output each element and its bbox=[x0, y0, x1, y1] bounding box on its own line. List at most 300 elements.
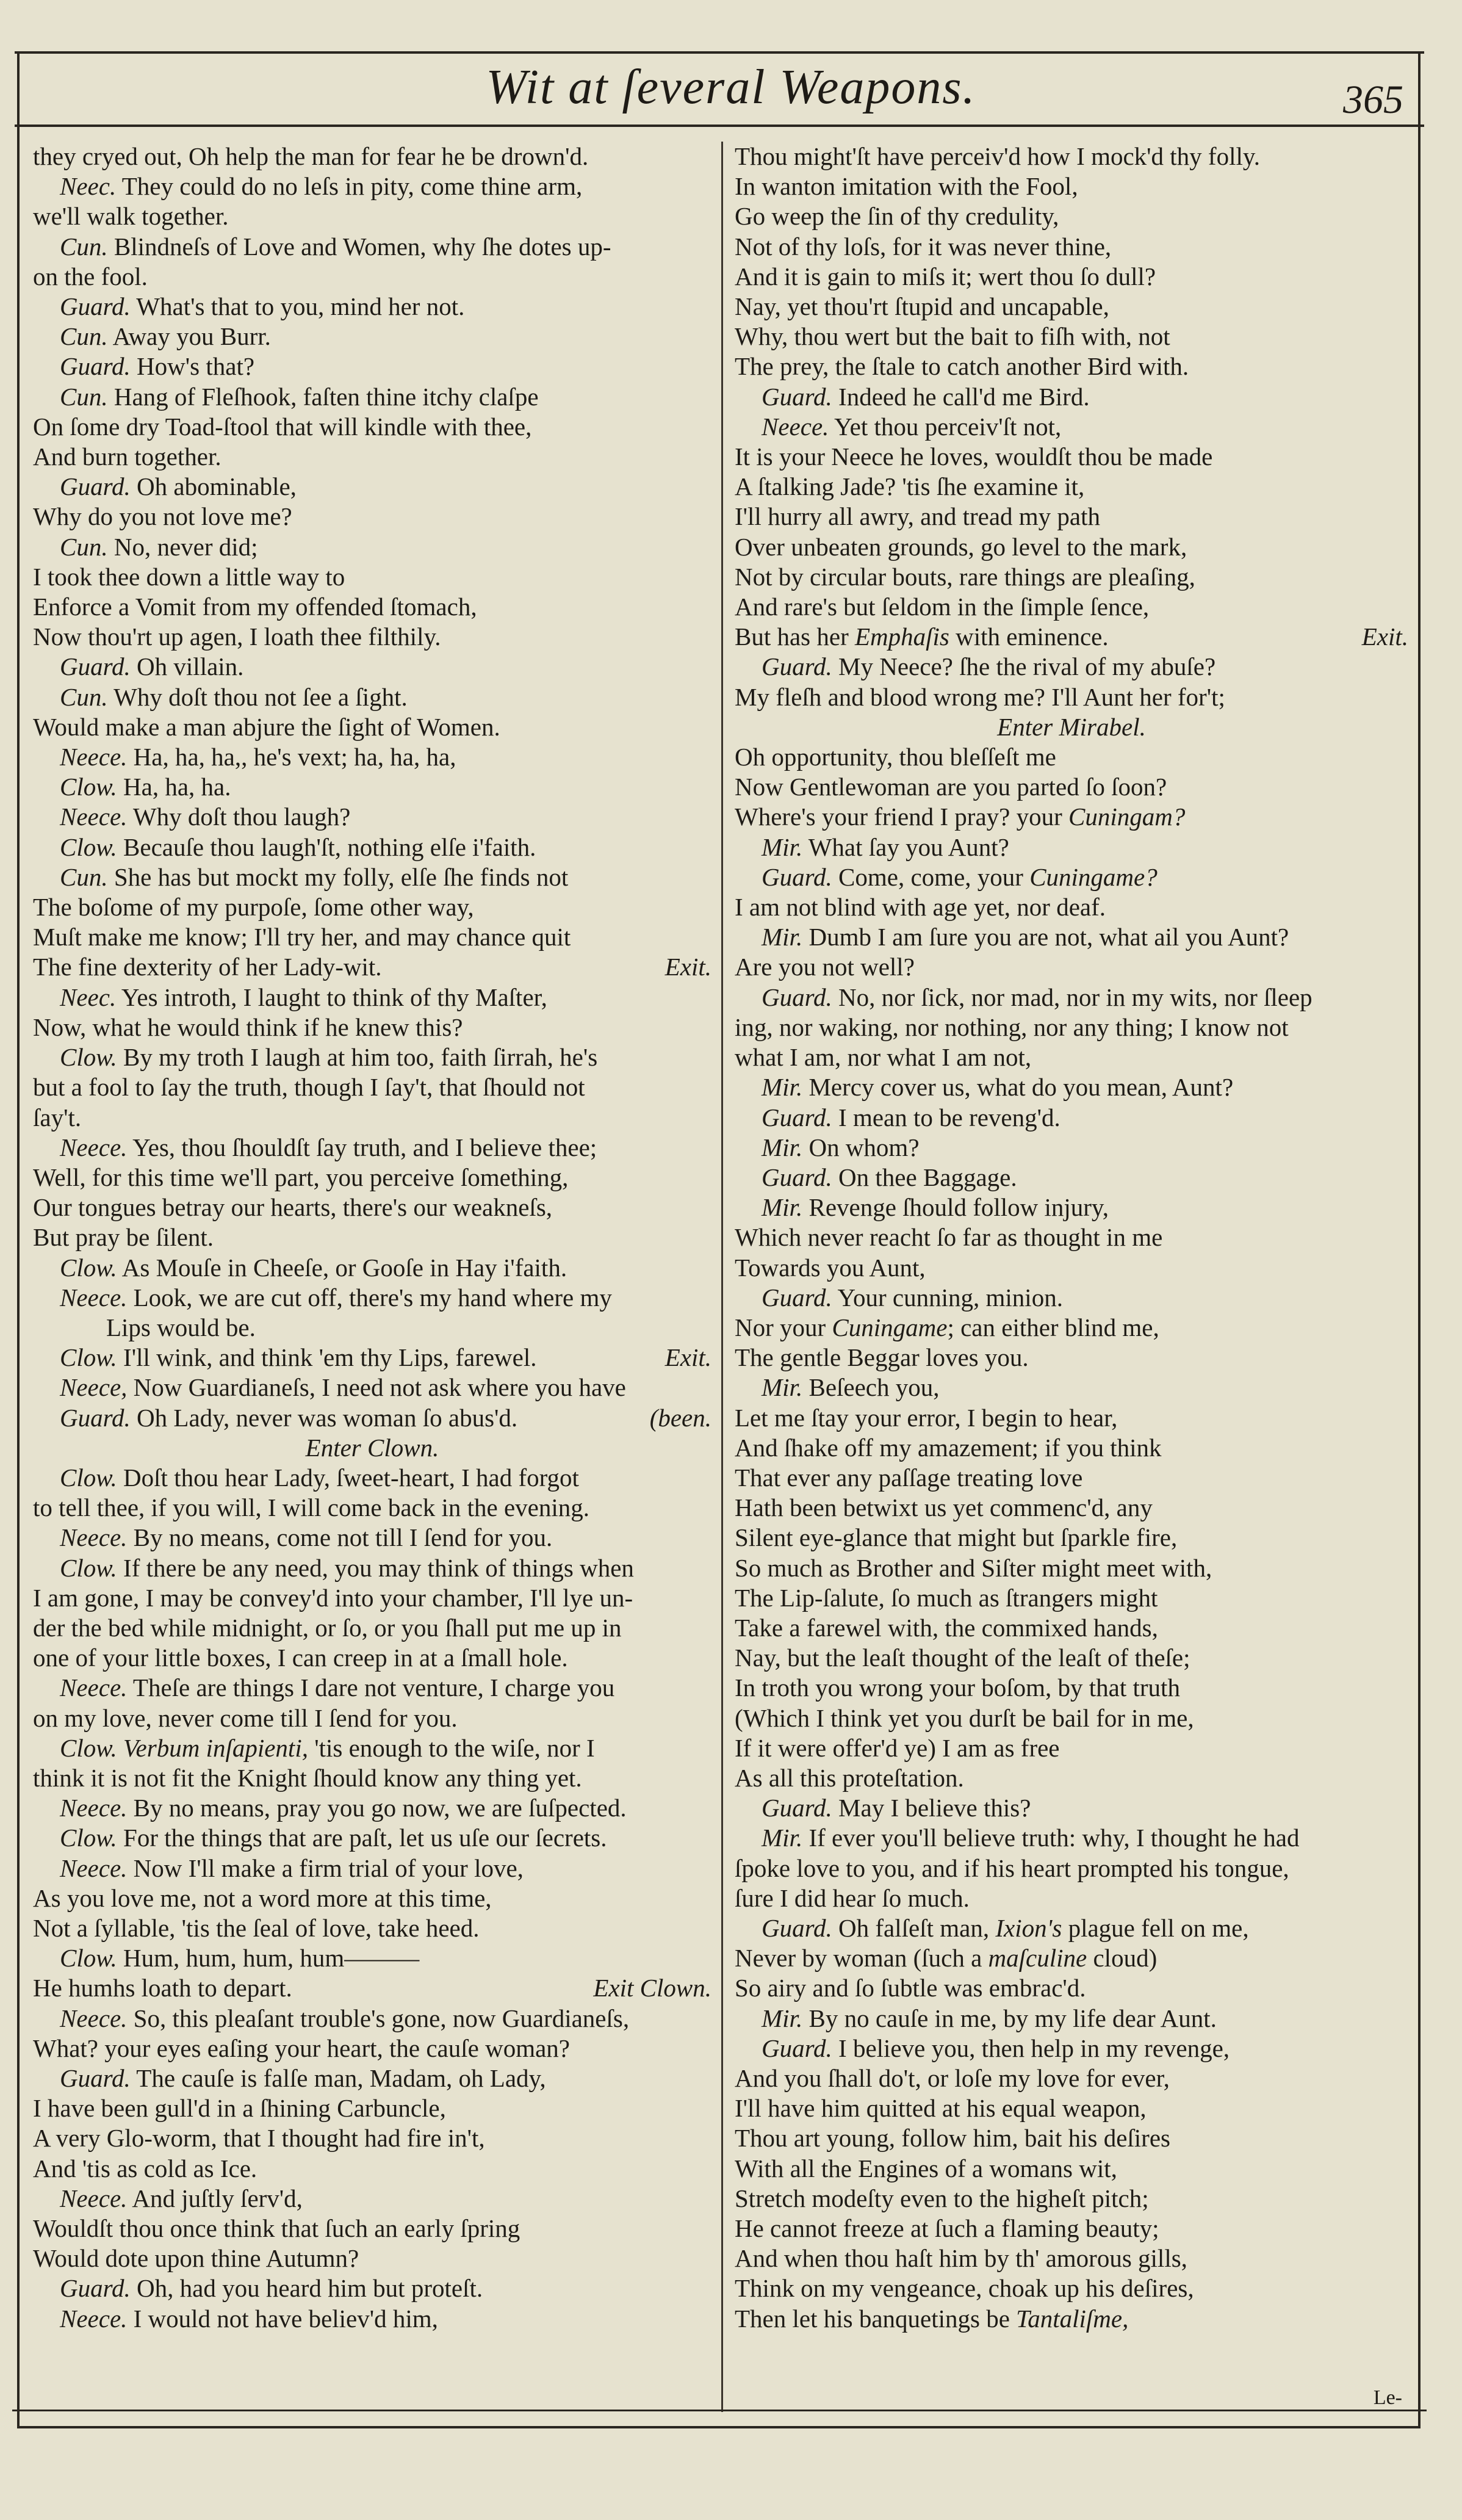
speech-text: Your cunning, minion. bbox=[832, 1283, 1063, 1312]
text-line bbox=[735, 1433, 1408, 1463]
speech-text: As you love me, not a word more at this time, bbox=[33, 1883, 492, 1912]
text-line bbox=[735, 1222, 1408, 1252]
text-line bbox=[33, 832, 711, 862]
speech-text: Let me ſtay your error, I begin to hear, bbox=[735, 1403, 1118, 1432]
speaker-name: Guard. bbox=[762, 1283, 832, 1312]
speech-text: Would dote upon thine Autumn? bbox=[33, 2244, 359, 2273]
text-line bbox=[33, 952, 711, 982]
speech-text: Nay, but the leaſt thought of the leaſt of theſe; bbox=[735, 1644, 1190, 1672]
speech-text: Silent eye-glance that might but ſparkle fire, bbox=[735, 1523, 1178, 1552]
text-line bbox=[33, 2244, 711, 2273]
text-line bbox=[33, 652, 711, 682]
text-line bbox=[33, 382, 711, 412]
speaker-name: Neece. bbox=[60, 803, 128, 831]
speech-text: Ha, ha, ha,, he's vext; ha, ha, ha, bbox=[127, 743, 456, 771]
speech-text: My Neece? ſhe the rival of my abuſe? bbox=[832, 652, 1216, 681]
speech-text: Would make a man abjure the ſight of Women. bbox=[33, 712, 500, 741]
text-line bbox=[735, 2304, 1408, 2334]
text-line bbox=[735, 1403, 1408, 1433]
text-line bbox=[735, 1163, 1408, 1193]
text-line bbox=[735, 1523, 1408, 1553]
text-line bbox=[33, 2184, 711, 2214]
text-line bbox=[33, 1523, 711, 1553]
speech-text: If it were offer'd ye) I am as free bbox=[735, 1733, 1060, 1762]
speaker-name: Cun. bbox=[60, 862, 108, 891]
text-line bbox=[33, 502, 711, 532]
text-line bbox=[33, 1013, 711, 1042]
speech-text: On thee Baggage. bbox=[832, 1163, 1017, 1191]
speech-text: And juſtly ſerv'd, bbox=[127, 2184, 303, 2212]
text-line bbox=[33, 592, 711, 622]
speech-text: By no means, come not till I ſend for you. bbox=[127, 1523, 553, 1552]
speaker-name: Cun. bbox=[60, 322, 108, 351]
speech-text: I have been gull'd in a ſhining Carbuncle, bbox=[33, 2094, 446, 2123]
text-line bbox=[33, 1253, 711, 1283]
text-line bbox=[33, 2034, 711, 2063]
speech-text: they cryed out, Oh help the man for fear he be drown'd. bbox=[33, 142, 589, 170]
speech-text: Then let his banquetings be Tantaliſme, bbox=[735, 2304, 1129, 2333]
column-divider bbox=[721, 142, 723, 2412]
text-line bbox=[735, 1643, 1408, 1673]
text-line bbox=[33, 1973, 711, 2003]
text-line bbox=[735, 862, 1408, 892]
speaker-name: Cun. bbox=[60, 532, 108, 561]
text-line bbox=[33, 1133, 711, 1163]
text-line bbox=[735, 1253, 1408, 1283]
speech-text: And burn together. bbox=[33, 442, 221, 471]
speech-text: Mercy cover us, what do you mean, Aunt? bbox=[802, 1073, 1234, 1102]
speaker-name: Clow. bbox=[60, 1733, 117, 1762]
text-line bbox=[33, 2063, 711, 2093]
speech-text: Hath been betwixt us yet commenc'd, any bbox=[735, 1493, 1153, 1522]
speech-text: The Lip-ſalute, ſo much as ſtrangers might bbox=[735, 1583, 1158, 1612]
speech-text: For the things that are paſt, let us uſe our ſecrets. bbox=[117, 1824, 607, 1852]
speech-text: I took thee down a little way to bbox=[33, 562, 345, 591]
speech-text: My fleſh and blood wrong me? I'll Aunt her for't; bbox=[735, 682, 1225, 711]
speech-text: Take a farewel with, the commixed hands, bbox=[735, 1613, 1158, 1642]
text-line bbox=[33, 142, 711, 171]
text-line bbox=[735, 1883, 1408, 1913]
speech-text: Our tongues betray our hearts, there's our weakneſs, bbox=[33, 1193, 553, 1222]
speech-text: Beſeech you, bbox=[802, 1373, 940, 1402]
speech-text: So, this pleaſant trouble's gone, now Guardianeſs, bbox=[127, 2004, 630, 2032]
text-line bbox=[735, 592, 1408, 622]
speech-text: Oh villain. bbox=[130, 652, 244, 681]
exit-direction: Exit Clown. bbox=[593, 1974, 711, 2002]
speech-text: Now, what he would think if he knew this? bbox=[33, 1013, 463, 1041]
speaker-name: Neece. bbox=[60, 2304, 128, 2333]
speaker-name: Guard. bbox=[60, 292, 131, 321]
speaker-name: Guard. bbox=[762, 1103, 832, 1132]
speech-text: Where's your friend I pray? your Cuningam? bbox=[735, 803, 1186, 831]
speaker-name: Guard. bbox=[762, 652, 832, 681]
text-line bbox=[735, 1103, 1408, 1133]
speech-text: So much as Brother and Siſter might meet with, bbox=[735, 1553, 1212, 1582]
speech-text: we'll walk together. bbox=[33, 202, 229, 231]
text-line bbox=[735, 2123, 1408, 2153]
speech-text: In wanton imitation with the Fool, bbox=[735, 172, 1078, 201]
text-line bbox=[735, 382, 1408, 412]
speech-text: Thou art young, follow him, bait his deſires bbox=[735, 2124, 1170, 2153]
catchword: Le- bbox=[1373, 2386, 1402, 2409]
speech-text: Thou might'ſt have perceiv'd how I mock'd thy folly. bbox=[735, 142, 1260, 170]
text-line bbox=[735, 1343, 1408, 1373]
text-line bbox=[33, 1943, 711, 1973]
speech-text: What's that to you, mind her not. bbox=[130, 292, 465, 321]
text-line bbox=[33, 1463, 711, 1493]
text-line bbox=[33, 922, 711, 952]
text-line bbox=[735, 1042, 1408, 1072]
text-line bbox=[735, 1763, 1408, 1793]
speaker-name: Neece. bbox=[60, 743, 128, 771]
speech-text: Nay, yet thou'rt ſtupid and uncapable, bbox=[735, 292, 1109, 321]
running-title: Wit at ſeveral Weapons. bbox=[486, 60, 976, 114]
text-line bbox=[735, 1703, 1408, 1733]
top-rule bbox=[15, 51, 1424, 54]
speech-text: ſure I did hear ſo much. bbox=[735, 1883, 970, 1912]
speech-text: Theſe are things I dare not venture, I charge you bbox=[127, 1673, 615, 1702]
speech-text: So airy and ſo ſubtle was embrac'd. bbox=[735, 1974, 1086, 2002]
text-line bbox=[735, 1673, 1408, 1703]
speech-text: der the bed while midnight, or ſo, or you ſhall put me up in bbox=[33, 1613, 622, 1642]
text-line bbox=[33, 1643, 711, 1673]
speech-text: one of your little boxes, I can creep in at a ſmall hole. bbox=[33, 1644, 568, 1672]
speech-text: Yet thou perceiv'ſt not, bbox=[829, 412, 1062, 441]
text-line bbox=[735, 2214, 1408, 2244]
page-number: 365 bbox=[1343, 78, 1403, 122]
speaker-name: Mir. bbox=[762, 923, 803, 951]
speaker-name: Mir. bbox=[762, 2004, 803, 2032]
speaker-name: Mir. bbox=[762, 1193, 803, 1222]
speech-text: Why, thou wert but the bait to fiſh with, not bbox=[735, 322, 1170, 351]
text-line bbox=[33, 1763, 711, 1793]
speech-text: Oh Lady, never was woman ſo abus'd. bbox=[130, 1403, 518, 1432]
text-line bbox=[33, 171, 711, 201]
speech-text: Why doſt thou not ſee a ſight. bbox=[107, 682, 408, 711]
speech-text: As Mouſe in Cheeſe, or Gooſe in Hay i'faith. bbox=[117, 1253, 567, 1282]
text-line bbox=[33, 1283, 711, 1313]
speech-text: I am gone, I may be convey'd into your chamber, I'll lye un- bbox=[33, 1583, 633, 1612]
text-line bbox=[33, 232, 711, 262]
speaker-name: Mir. bbox=[762, 1824, 803, 1852]
text-line bbox=[735, 1133, 1408, 1163]
text-line bbox=[735, 622, 1408, 652]
exit-direction: Exit. bbox=[664, 1343, 711, 1372]
text-line bbox=[33, 1403, 711, 1433]
text-line bbox=[735, 1193, 1408, 1222]
text-line bbox=[735, 1793, 1408, 1823]
text-line bbox=[33, 1103, 711, 1133]
text-line bbox=[33, 1193, 711, 1222]
text-line bbox=[735, 171, 1408, 201]
speaker-name: Neec. bbox=[60, 983, 117, 1011]
speech-text: What? your eyes eaſing your heart, the cauſe woman? bbox=[33, 2034, 570, 2062]
speaker-name: Clow. bbox=[60, 1043, 117, 1072]
text-line bbox=[33, 322, 711, 352]
speaker-name: Guard. bbox=[60, 1403, 131, 1432]
text-line bbox=[735, 292, 1408, 322]
speech-text: And ſhake off my amazement; if you think bbox=[735, 1433, 1162, 1462]
speech-text: The boſome of my purpoſe, ſome other way, bbox=[33, 893, 474, 922]
speaker-name: Guard. bbox=[762, 862, 832, 891]
text-line bbox=[33, 892, 711, 922]
text-line bbox=[735, 1823, 1408, 1853]
speaker-name: Clow. bbox=[60, 1463, 117, 1492]
speech-text: He humhs loath to depart. bbox=[33, 1974, 292, 2002]
text-line bbox=[33, 292, 711, 322]
speech-text: Yes introth, I laught to think of thy Maſter, bbox=[116, 983, 547, 1011]
speech-text: Go weep the ſin of thy credulity, bbox=[735, 202, 1059, 231]
text-line bbox=[33, 1823, 711, 1853]
speaker-name: Cun. bbox=[60, 382, 108, 411]
text-line bbox=[735, 532, 1408, 562]
speaker-name: Guard. bbox=[60, 352, 131, 381]
text-line bbox=[33, 201, 711, 231]
bottom-rule bbox=[12, 2410, 1427, 2411]
speech-text: think it is not fit the Knight ſhould know any thing yet. bbox=[33, 1763, 582, 1792]
text-line bbox=[735, 502, 1408, 532]
speech-text: I believe you, then help in my revenge, bbox=[832, 2034, 1230, 2062]
text-line bbox=[735, 1733, 1408, 1763]
speaker-name: Clow. bbox=[60, 832, 117, 861]
speech-text: Never by woman (ſuch a maſculine cloud) bbox=[735, 1944, 1158, 1973]
text-line bbox=[735, 1583, 1408, 1613]
left-column bbox=[33, 142, 711, 2334]
text-line bbox=[735, 262, 1408, 292]
speaker-name: Guard. bbox=[60, 472, 131, 501]
speech-text: Why do you not love me? bbox=[33, 502, 292, 531]
text-line bbox=[735, 1913, 1408, 1943]
speaker-name: Guard. bbox=[762, 1163, 832, 1191]
exit-direction: Exit. bbox=[1361, 623, 1408, 651]
text-line bbox=[33, 1493, 711, 1523]
speech-text: Well, for this time we'll part, you perceive ſomething, bbox=[33, 1163, 569, 1191]
speech-text: A very Glo-worm, that I thought had fire in't, bbox=[33, 2124, 485, 2153]
speaker-name: Guard. bbox=[60, 2274, 131, 2303]
speech-text: Oh opportunity, thou bleſſeſt me bbox=[735, 743, 1056, 771]
header-rule bbox=[15, 125, 1424, 127]
speech-text: I would not have believ'd him, bbox=[127, 2304, 438, 2333]
speech-text: to tell thee, if you will, I will come back in the evening. bbox=[33, 1493, 590, 1522]
text-line bbox=[735, 892, 1408, 922]
speech-text: Lips would be. bbox=[106, 1313, 256, 1341]
speech-text: By no cauſe in me, by my life dear Aunt. bbox=[802, 2004, 1217, 2032]
text-line bbox=[33, 532, 711, 562]
speaker-name: Clow. bbox=[60, 773, 117, 801]
speech-text: The cauſe is falſe man, Madam, oh Lady, bbox=[130, 2064, 546, 2092]
text-line bbox=[33, 862, 711, 892]
speech-text: Dumb I am ſure you are not, what ail you Aunt? bbox=[802, 923, 1289, 951]
speech-text: Over unbeaten grounds, go level to the mark, bbox=[735, 532, 1187, 561]
speech-text: what I am, nor what I am not, bbox=[735, 1043, 1032, 1072]
speech-text: He cannot freeze at ſuch a flaming beauty; bbox=[735, 2214, 1159, 2243]
text-line bbox=[33, 1613, 711, 1643]
text-line bbox=[735, 562, 1408, 592]
text-line bbox=[33, 1733, 711, 1763]
speech-text: Doſt thou hear Lady, ſweet-heart, I had forgot bbox=[117, 1463, 579, 1492]
speech-text: Indeed he call'd me Bird. bbox=[832, 382, 1090, 411]
text-line bbox=[33, 2304, 711, 2334]
speaker-name: Clow. bbox=[60, 1253, 117, 1282]
speech-text: Wouldſt thou once think that ſuch an early ſpring bbox=[33, 2214, 520, 2243]
speech-text: Towards you Aunt, bbox=[735, 1253, 926, 1282]
speaker-name: Guard. bbox=[60, 2064, 131, 2092]
speech-text: Now I'll make a firm trial of your love, bbox=[127, 1854, 524, 1882]
text-line bbox=[735, 952, 1408, 982]
text-line bbox=[735, 201, 1408, 231]
text-line bbox=[33, 1163, 711, 1193]
speech-text: Hang of Fleſhook, faſten thine itchy claſpe bbox=[107, 382, 539, 411]
text-line bbox=[735, 412, 1408, 442]
text-line bbox=[735, 2063, 1408, 2093]
text-line bbox=[33, 1313, 711, 1343]
text-line bbox=[735, 1553, 1408, 1583]
speaker-name: Guard. bbox=[762, 2034, 832, 2062]
text-line bbox=[33, 1703, 711, 1733]
speech-text: But pray be ſilent. bbox=[33, 1223, 214, 1252]
speech-text: With all the Engines of a womans wit, bbox=[735, 2154, 1117, 2182]
speech-text: Which never reacht ſo far as thought in me bbox=[735, 1223, 1163, 1252]
speech-text: Ha, ha, ha. bbox=[117, 773, 231, 801]
text-line bbox=[735, 1283, 1408, 1313]
text-line bbox=[33, 352, 711, 381]
speech-text: I'll wink, and think 'em thy Lips, farewel. bbox=[117, 1343, 537, 1372]
text-line bbox=[33, 712, 711, 742]
text-line bbox=[735, 832, 1408, 862]
text-line bbox=[33, 1373, 711, 1403]
text-line bbox=[33, 772, 711, 802]
speech-text: That ever any paſſage treating love bbox=[735, 1463, 1083, 1492]
text-line bbox=[33, 1583, 711, 1613]
text-line bbox=[33, 682, 711, 712]
speech-text: Verbum inſapienti, 'tis enough to the wiſe, nor I bbox=[123, 1733, 595, 1762]
speech-text: Oh abominable, bbox=[130, 472, 297, 501]
speech-text: And 'tis as cold as Ice. bbox=[33, 2154, 257, 2182]
text-line bbox=[735, 922, 1408, 952]
text-line bbox=[735, 1613, 1408, 1643]
speech-text: I'll hurry all awry, and tread my path bbox=[735, 502, 1101, 531]
text-line bbox=[735, 232, 1408, 262]
text-line bbox=[735, 442, 1408, 472]
speech-text: Not of thy loſs, for it was never thine, bbox=[735, 232, 1112, 261]
speaker-name: Mir. bbox=[762, 1373, 803, 1402]
speech-text: On whom? bbox=[802, 1133, 920, 1161]
speech-text: Away you Burr. bbox=[107, 322, 271, 351]
text-line bbox=[735, 682, 1408, 712]
speaker-name: Guard. bbox=[762, 382, 832, 411]
text-line bbox=[735, 2244, 1408, 2273]
text-line bbox=[33, 2273, 711, 2303]
speech-text: ſpoke love to you, and if his heart prompted his tongue, bbox=[735, 1854, 1289, 1882]
speech-text: I'll have him quitted at his equal weapon, bbox=[735, 2094, 1147, 2123]
speech-text: Not by circular bouts, rare things are pleaſing, bbox=[735, 562, 1195, 591]
speech-text: ing, nor waking, nor nothing, nor any thing; I know not bbox=[735, 1013, 1289, 1041]
speech-text: On ſome dry Toad-ſtool that will kindle with thee, bbox=[33, 412, 532, 441]
speech-text: I mean to be reveng'd. bbox=[832, 1103, 1060, 1132]
speech-text: Stretch modeſty even to the higheſt pitch; bbox=[735, 2184, 1149, 2212]
speaker-name: Neece. bbox=[60, 1523, 128, 1552]
speech-text: How's that? bbox=[130, 352, 255, 381]
speech-text: It is your Neece he loves, wouldſt thou be made bbox=[735, 442, 1213, 471]
text-line bbox=[735, 2004, 1408, 2034]
speaker-name: Neece. bbox=[60, 1673, 128, 1702]
text-line bbox=[33, 622, 711, 652]
speech-text: By no means, pray you go now, we are ſuſpected. bbox=[127, 1794, 627, 1822]
text-line bbox=[33, 2004, 711, 2034]
exit-direction: (been. bbox=[649, 1403, 711, 1432]
speech-text: Becauſe thou laugh'ſt, nothing elſe i'faith. bbox=[117, 832, 536, 861]
speech-text: The fine dexterity of her Lady-wit. bbox=[33, 953, 382, 981]
speech-text: The gentle Beggar loves you. bbox=[735, 1343, 1029, 1372]
speaker-name: Neec. bbox=[60, 172, 117, 201]
text-line bbox=[735, 142, 1408, 171]
speech-text: (Which I think yet you durſt be bail for in me, bbox=[735, 1703, 1194, 1732]
speech-text: Not a ſyllable, 'tis the ſeal of love, take heed. bbox=[33, 1913, 480, 1942]
speaker-name: Clow. bbox=[60, 1343, 117, 1372]
speech-text: ſay't. bbox=[33, 1103, 82, 1132]
speaker-name: Clow. bbox=[60, 1553, 117, 1582]
text-line bbox=[33, 262, 711, 292]
speech-text: but a fool to ſay the truth, though I ſay't, that ſhould not bbox=[33, 1073, 585, 1102]
speech-text: I am not blind with age yet, nor deaf. bbox=[735, 893, 1106, 922]
text-line bbox=[33, 1883, 711, 1913]
speaker-name: Mir. bbox=[762, 1073, 803, 1102]
text-line bbox=[735, 1943, 1408, 1973]
speech-text: Yes, thou ſhouldſt ſay truth, and I believe thee; bbox=[127, 1133, 597, 1161]
text-line bbox=[33, 562, 711, 592]
text-line bbox=[33, 442, 711, 472]
speech-text: No, nor ſick, nor mad, nor in my wits, nor ſleep bbox=[832, 983, 1313, 1011]
speaker-name: Neece. bbox=[60, 1794, 128, 1822]
speaker-name: Neece, bbox=[60, 1373, 128, 1402]
speaker-name: Neece. bbox=[60, 1283, 128, 1312]
text-line bbox=[33, 1854, 711, 1883]
speaker-name: Neece. bbox=[60, 2184, 128, 2212]
speaker-name: Cun. bbox=[60, 682, 108, 711]
speech-text: Now thou'rt up agen, I loath thee filthily. bbox=[33, 623, 441, 651]
speaker-name: Neece. bbox=[60, 1133, 128, 1161]
text-line bbox=[735, 652, 1408, 682]
text-line bbox=[33, 1793, 711, 1823]
speech-text: Blindneſs of Love and Women, why ſhe dotes up- bbox=[107, 232, 611, 261]
text-line bbox=[33, 1343, 711, 1373]
text-line bbox=[33, 1222, 711, 1252]
speech-text: Nor your Cuningame; can either blind me, bbox=[735, 1313, 1159, 1341]
text-line bbox=[735, 1973, 1408, 2003]
speech-text: And you ſhall do't, or loſe my love for ever, bbox=[735, 2064, 1170, 2092]
speaker-name: Guard. bbox=[762, 983, 832, 1011]
speech-text: But has her Emphaſis with eminence. bbox=[735, 623, 1109, 651]
text-line bbox=[735, 983, 1408, 1013]
text-line bbox=[33, 983, 711, 1013]
text-line bbox=[735, 742, 1408, 772]
text-line bbox=[735, 352, 1408, 381]
stage-direction: Enter Clown. bbox=[305, 1433, 439, 1462]
text-line bbox=[33, 2123, 711, 2153]
text-line bbox=[735, 2273, 1408, 2303]
speech-text: Come, come, your Cuningame? bbox=[832, 862, 1158, 891]
right-column bbox=[735, 142, 1408, 2334]
text-line bbox=[735, 2034, 1408, 2063]
text-line bbox=[735, 1013, 1408, 1042]
speaker-name: Mir. bbox=[762, 1133, 803, 1161]
speech-text: Revenge ſhould follow injury, bbox=[802, 1193, 1109, 1222]
speech-text: Think on my vengeance, choak up his deſires, bbox=[735, 2274, 1194, 2303]
speaker-name: Cun. bbox=[60, 232, 108, 261]
text-line bbox=[735, 322, 1408, 352]
speaker-name: Mir. bbox=[762, 832, 803, 861]
speech-text: The prey, the ſtale to catch another Bird with. bbox=[735, 352, 1189, 381]
